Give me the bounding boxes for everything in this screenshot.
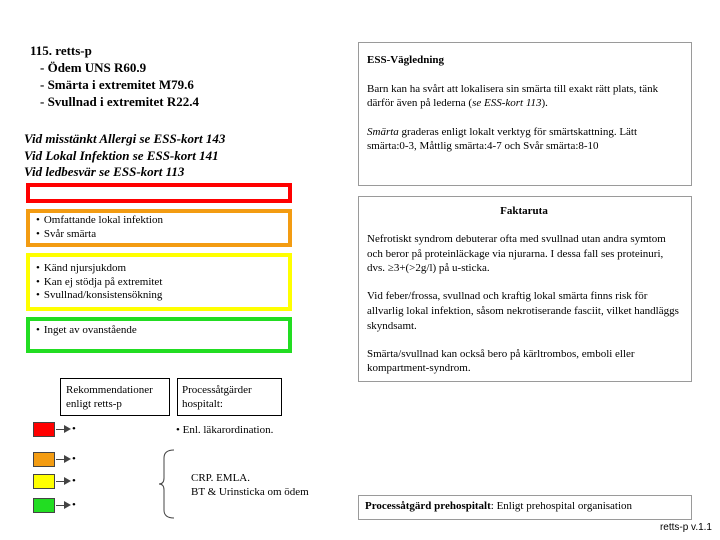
prehospital-label: Processåtgärd prehospitalt (365, 500, 491, 512)
triage-criterion: • Omfattande lokal infektion (36, 214, 282, 228)
group-note: BT & Urinsticka om ödem (191, 486, 309, 498)
arrow-head-icon (64, 425, 71, 433)
guidance-text: graderas enligt lokalt verktyg för smärtskattning. Lätt smärta:0-3, Måttlig smärta:4-7 och Svår smärta:8-10 (367, 125, 638, 152)
bullet: • (72, 423, 76, 435)
priority-yellow-square (33, 474, 55, 489)
triage-criterion: • Känd njursjukdom (36, 262, 282, 276)
fact-panel (358, 196, 692, 382)
triage-criterion: • Inget av ovanstående (36, 324, 282, 338)
guidance-heading: ESS-Vägledning (367, 54, 445, 66)
bullet: • (72, 475, 76, 487)
version-label: retts-p v.1.1 (659, 522, 712, 533)
bullet: • (72, 453, 76, 465)
guidance-panel (358, 42, 692, 186)
hospital-actions-box: Processåtgärder hospitalt: (177, 378, 282, 416)
priority-orange-square (33, 452, 55, 467)
diagnosis-code: - Ödem UNS R60.9 (40, 60, 147, 75)
guidance-emphasis: Smärta (367, 125, 399, 138)
card-header (30, 42, 199, 110)
triage-red-box (26, 183, 292, 203)
triage-criterion: • Svullnad/konsistensökning (36, 289, 282, 303)
triage-green-box (26, 317, 292, 353)
prehospital-text: : Enligt prehospital organisation (490, 500, 633, 512)
reference-item: Vid Lokal Infektion se ESS-kort 141 (24, 147, 219, 163)
priority-green-square (33, 498, 55, 513)
fact-paragraph: Smärta/svullnad kan också bero på kärltrombos, emboli eller kompartment-syndrom. (367, 347, 635, 375)
fact-paragraph: Vid feber/frossa, svullnad och kraftig lokal smärta finns risk för allvarlig lokal infektion, såsom nekrotiserande fasciit, vilket handläggs skyndsamt. (367, 290, 679, 332)
bullet: • (72, 499, 76, 511)
arrow-head-icon (64, 477, 71, 485)
diagnosis-code: - Smärta i extremitet M79.6 (40, 77, 194, 92)
guidance-paragraph (367, 82, 681, 111)
priority-red-square (33, 422, 55, 437)
arrow-head-icon (64, 501, 71, 509)
guidance-text: ). (541, 97, 548, 109)
red-action-note: • Enl. läkarordination. (176, 424, 274, 436)
reference-list (24, 131, 225, 181)
prehospital-box (358, 495, 692, 520)
triage-criterion: • Kan ej stödja på extremitet (36, 276, 282, 290)
fact-heading: Faktaruta (500, 205, 548, 217)
guidance-text: Barn kan ha svårt att lokalisera sin smärta till exakt rätt plats, tänk därför även på lederna ( (367, 82, 659, 109)
arrow-head-icon (64, 455, 71, 463)
triage-orange-box (26, 209, 292, 247)
triage-criterion: • Svår smärta (36, 228, 282, 242)
group-bracket (158, 448, 180, 520)
diagnosis-code: - Svullnad i extremitet R22.4 (40, 94, 199, 109)
card-title: 115. retts-p (30, 43, 92, 58)
reference-item: Vid ledbesvär se ESS-kort 113 (24, 164, 185, 179)
reference-item: Vid misstänkt Allergi se ESS-kort 143 (24, 131, 226, 146)
fact-paragraph: Nefrotiskt syndrom debuterar ofta med svullnad utan andra symtom och beror på proteinläckage via njurarna. I dessa fall ses proteinuri, dvs. ≥3+(>2g/l) på u-sticka. (367, 232, 666, 275)
triage-yellow-box (26, 253, 292, 311)
group-note: CRP. EMLA. (191, 472, 250, 484)
recommendations-box: Rekommendationer enligt retts-p (60, 378, 170, 416)
guidance-paragraph (367, 125, 681, 154)
guidance-reference: se ESS-kort 113 (472, 97, 542, 109)
